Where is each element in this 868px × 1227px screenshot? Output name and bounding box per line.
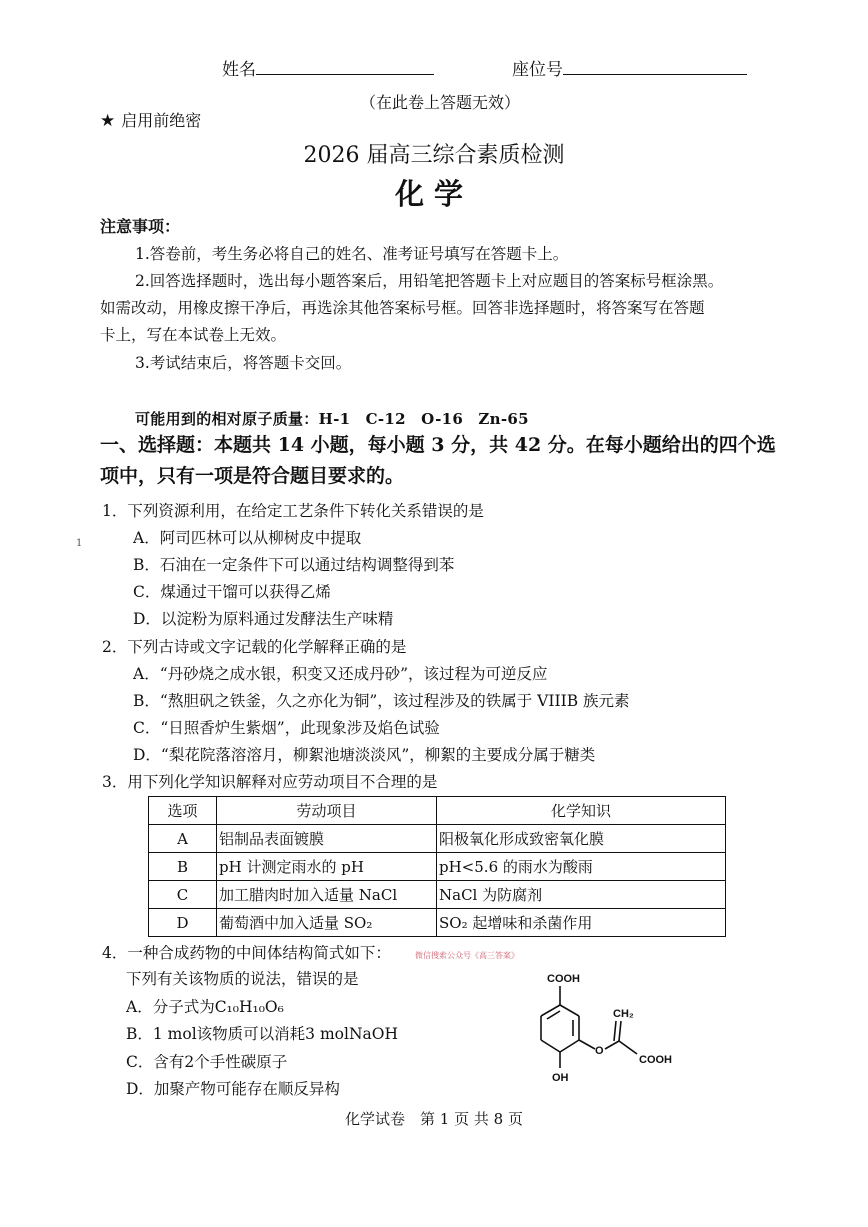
- name-field: [222, 55, 434, 80]
- table-cell: B: [149, 853, 217, 881]
- question-2-option-c: C．“日照香炉生紫烟”，此现象涉及焰色试验: [133, 719, 440, 737]
- answer-invalid-warning: （在此卷上答题无效）: [360, 93, 521, 112]
- question-1-option-a: A．阿司匹林可以从柳树皮中提取: [133, 529, 362, 547]
- question-3-stem: 3．用下列化学知识解释对应劳动项目不合理的是: [102, 773, 438, 791]
- structure-label-ch2: CH₂: [613, 1008, 634, 1020]
- table-row: [149, 881, 726, 909]
- notice-item-3: 3.考试结束后，将答题卡交回。: [135, 354, 352, 372]
- question-2-option-d: D．“梨花院落溶溶月，柳絮池塘淡淡风”，柳絮的主要成分属于糖类: [133, 746, 596, 764]
- confidential-text: 启用前绝密: [121, 111, 202, 130]
- table-cell: A: [149, 825, 217, 853]
- name-label: 姓名: [222, 60, 256, 80]
- notice-item-2-line-3: 卡上，写在本试卷上无效。: [100, 326, 287, 344]
- question-1-stem: 1．下列资源利用，在给定工艺条件下转化关系错误的是: [102, 502, 484, 520]
- table-cell: NaCl 为防腐剂: [437, 881, 726, 909]
- table-header: 化学知识: [437, 797, 726, 825]
- table-cell: pH<5.6 的雨水为酸雨: [437, 853, 726, 881]
- question-4-option-a: A．分子式为C₁₀H₁₀O₆: [126, 998, 284, 1016]
- table-header: 劳动项目: [217, 797, 437, 825]
- table-cell: 铝制品表面镀膜: [217, 825, 437, 853]
- table-header: 选项: [149, 797, 217, 825]
- table-cell: 加工腊肉时加入适量 NaCl: [217, 881, 437, 909]
- structure-label-cooh-top: COOH: [547, 973, 580, 985]
- question-1-option-c: C．煤通过干馏可以获得乙烯: [133, 583, 331, 601]
- structure-label-o: O: [595, 1045, 604, 1057]
- seat-label: 座位号: [512, 60, 563, 80]
- subject-title: 化学: [394, 177, 473, 211]
- seat-underline: [563, 58, 747, 75]
- question-2-option-a: A．“丹砂烧之成水银，积变又还成丹砂”，该过程为可逆反应: [133, 665, 548, 683]
- notice-item-2-line-1: 2.回答选择题时，选出每小题答案后，用铅笔把答题卡上对应题目的答案标号框涂黑。: [135, 272, 724, 290]
- question-4-option-d: D．加聚产物可能存在顺反异构: [126, 1080, 340, 1098]
- question-2-option-b: B．“熬胆矾之铁釜，久之亦化为铜”，该过程涉及的铁属于 VIIIB 族元素: [133, 692, 630, 710]
- table-cell: C: [149, 881, 217, 909]
- exam-title: 2026 届高三综合素质检测: [303, 143, 565, 168]
- watermark: 微信搜索公众号《高三答案》: [415, 951, 519, 960]
- table-row: [149, 853, 726, 881]
- question-4-stem: 4．一种合成药物的中间体结构简式如下：: [102, 944, 391, 962]
- table-row: [149, 909, 726, 937]
- question-4-subquestion: 下列有关该物质的说法，错误的是: [126, 970, 359, 988]
- question-4-option-c: C．含有2个手性碳原子: [126, 1053, 288, 1071]
- atomic-masses: 可能用到的相对原子质量：H-1 C-12 O-16 Zn-65: [135, 410, 529, 428]
- structure-label-oh: OH: [552, 1072, 569, 1084]
- section-1-heading: 一、选择题：本题共 14 小题，每小题 3 分，共 42 分。在每小题给出的四个选项中，只有一项是符合题目要求的。: [100, 434, 776, 487]
- structure-label-cooh-right: COOH: [639, 1054, 672, 1066]
- seat-field: [512, 55, 747, 80]
- table-row: [149, 825, 726, 853]
- table-cell: pH 计测定雨水的 pH: [217, 853, 437, 881]
- notice-heading: 注意事项：: [100, 217, 181, 236]
- question-3-table: [148, 796, 726, 937]
- table-cell: 阳极氧化形成致密氧化膜: [437, 825, 726, 853]
- notice-item-2-line-2: 如需改动，用橡皮擦干净后，再选涂其他答案标号框。回答非选择题时，将答案写在答题: [100, 299, 705, 317]
- question-1-option-d: D．以淀粉为原料通过发酵法生产味精: [133, 610, 394, 628]
- ring-bonds: [541, 986, 637, 1068]
- molecular-structure-diagram: [515, 970, 695, 1100]
- page-footer: 化学试卷 第 1 页 共 8 页: [345, 1110, 523, 1128]
- table-cell: D: [149, 909, 217, 937]
- table-header-row: [149, 797, 726, 825]
- question-4-option-b: B．1 mol该物质可以消耗3 molNaOH: [126, 1025, 398, 1043]
- margin-mark: 1: [76, 538, 83, 549]
- table-cell: SO₂ 起增味和杀菌作用: [437, 909, 726, 937]
- table-cell: 葡萄酒中加入适量 SO₂: [217, 909, 437, 937]
- star-icon: ★: [100, 111, 116, 131]
- confidential-mark: [100, 108, 201, 131]
- question-1-option-b: B．石油在一定条件下可以通过结构调整得到苯: [133, 556, 455, 574]
- name-underline: [256, 58, 434, 75]
- question-2-stem: 2．下列古诗或文字记载的化学解释正确的是: [102, 638, 407, 656]
- notice-item-1: 1.答卷前，考生务必将自己的姓名、准考证号填写在答题卡上。: [135, 245, 569, 263]
